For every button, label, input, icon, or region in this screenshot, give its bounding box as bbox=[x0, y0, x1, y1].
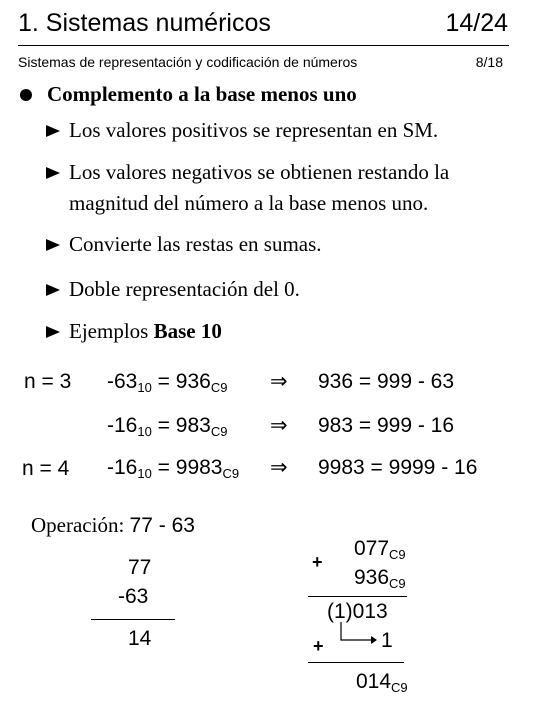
addition-sum-rule bbox=[308, 596, 407, 597]
point-double-zero: Doble representación del 0. bbox=[69, 277, 300, 301]
implies-arrow-icon: ⇒ bbox=[270, 456, 288, 479]
page-number: 8/18 bbox=[475, 54, 503, 70]
example-row-2-equation: $-16_{10} = 983_{C9}$ bbox=[107, 414, 228, 439]
subtraction-operand-b: -63 bbox=[118, 585, 149, 608]
slide-title: 1. Sistemas numéricos bbox=[18, 9, 271, 37]
plus-icon: + bbox=[313, 636, 324, 656]
implies-arrow-icon: ⇒ bbox=[270, 370, 288, 393]
plus-icon: + bbox=[312, 552, 323, 572]
n3-label: n = 3 bbox=[24, 370, 72, 393]
section-heading: Complemento a la base menos uno bbox=[47, 82, 357, 106]
example-row-2-result: 983 = 999 - 16 bbox=[318, 414, 455, 437]
subtitle: Sistemas de representación y codificación de números bbox=[18, 54, 358, 70]
point-positive-values: Los valores positivos se representan en SM. bbox=[69, 118, 439, 142]
subtraction-operand-a: 77 bbox=[128, 556, 152, 579]
point-negative-values-line1: Los valores negativos se obtienen restando la bbox=[69, 160, 450, 184]
slide-number: 14/24 bbox=[445, 9, 508, 37]
addition-operand-a: $077_{C9}$ bbox=[354, 537, 406, 562]
carry-arrow-icon bbox=[337, 620, 377, 648]
triangle-bullet-icon bbox=[46, 167, 60, 179]
triangle-bullet-icon bbox=[46, 284, 60, 296]
triangle-bullet-icon bbox=[46, 239, 60, 251]
example-row-1-result: 936 = 999 - 63 bbox=[318, 370, 455, 393]
subtraction-result-rule bbox=[91, 619, 175, 620]
example-row-3-equation: $-16_{10} = 9983_{C9}$ bbox=[107, 456, 240, 481]
addition-partial-sum: (1)013 bbox=[327, 600, 388, 623]
triangle-bullet-icon bbox=[46, 326, 60, 338]
triangle-bullet-icon bbox=[46, 125, 60, 137]
addition-result-rule bbox=[308, 662, 404, 663]
addition-operand-b: $936_{C9}$ bbox=[354, 566, 406, 591]
carry-digit: 1 bbox=[381, 629, 393, 652]
examples-label: Ejemplos bbox=[69, 319, 154, 343]
example-row-3-result: 9983 = 9999 - 16 bbox=[318, 456, 478, 479]
addition-result: $014_{C9}$ bbox=[356, 670, 408, 695]
bullet-dot-icon bbox=[20, 89, 32, 101]
operation-label: Operación: 77 - 63 bbox=[31, 513, 195, 537]
examples-base-label: Base 10 bbox=[153, 319, 222, 343]
example-row-1-equation: $-63_{10} = 936_{C9}$ bbox=[107, 370, 228, 395]
point-negative-values-line2: magnitud del número a la base menos uno. bbox=[69, 191, 429, 215]
point-subtraction-to-addition: Convierte las restas en sumas. bbox=[69, 232, 322, 256]
point-examples bbox=[69, 316, 222, 347]
n4-label: n = 4 bbox=[22, 457, 70, 480]
implies-arrow-icon: ⇒ bbox=[270, 414, 288, 437]
title-divider bbox=[18, 45, 509, 46]
subtraction-result: 14 bbox=[128, 627, 152, 650]
